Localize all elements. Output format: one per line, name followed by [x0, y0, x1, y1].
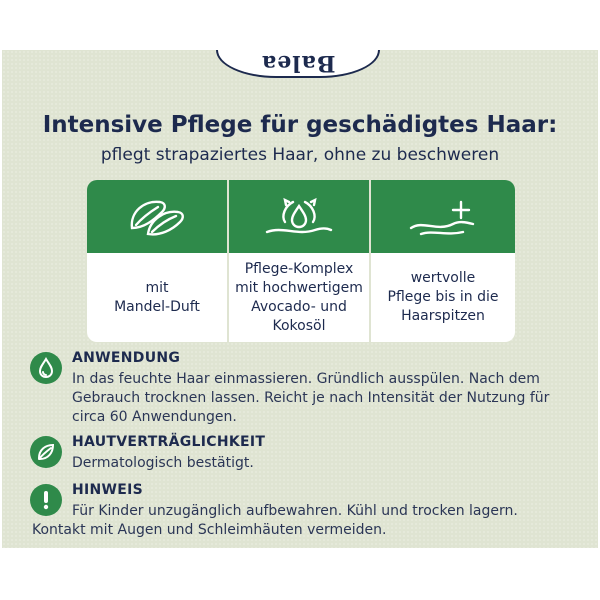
hinweis-heading: HINWEIS: [72, 482, 144, 498]
drop-icon: [30, 352, 62, 384]
oil-drop-icon: [259, 192, 339, 242]
anwendung-text-3: circa 60 Anwendungen.: [72, 409, 237, 425]
exclamation-icon: [30, 484, 62, 516]
hinweis-text-1: Für Kinder unzugänglich aufbewahren. Kühl und trocken lagern.: [72, 503, 518, 519]
hinweis-text-2: Kontakt mit Augen und Schleimhäuten vermeiden.: [32, 522, 387, 538]
feature-oil-line4: Kokosöl: [272, 317, 326, 334]
feature-oil: [229, 180, 371, 342]
feature-tips-line1: wertvolle: [410, 270, 476, 286]
feature-oil-line2: mit hochwertigem: [235, 279, 363, 296]
almond-icon: [122, 192, 192, 242]
anwendung-text-2: Gebrauch trocknen lassen. Reicht je nach Intensität der Nutzung für: [72, 390, 550, 406]
headline: Intensive Pflege für geschädigtes Haar:: [42, 112, 558, 138]
feature-almond: [87, 180, 229, 342]
anwendung-heading: ANWENDUNG: [72, 350, 181, 366]
haut-text: Dermatologisch bestätigt.: [72, 455, 254, 471]
subheadline: pflegt strapaziertes Haar, ohne zu beschweren: [100, 145, 500, 165]
section-hautvertraeglichkeit: [30, 434, 590, 474]
feature-almond-line1: mit: [145, 279, 169, 296]
plus-wave-icon: [403, 192, 483, 242]
feature-grid: [87, 180, 515, 342]
leaf-icon: [30, 436, 62, 468]
feature-tips: [371, 180, 515, 342]
anwendung-text-1: In das feuchte Haar einmassieren. Gründlich ausspülen. Nach dem: [72, 371, 540, 387]
brand-logo-text: Balea: [260, 50, 336, 76]
section-hinweis: [30, 482, 590, 542]
feature-tips-line2: Pflege bis in die: [387, 289, 499, 305]
section-anwendung: [30, 350, 590, 430]
feature-almond-line2: Mandel-Duft: [114, 298, 200, 315]
feature-oil-line1: Pflege-Komplex: [244, 260, 354, 277]
feature-oil-line3: Avocado- und: [251, 298, 347, 315]
feature-tips-line3: Haarspitzen: [401, 308, 485, 324]
haut-heading: HAUTVERTRÄGLICHKEIT: [72, 434, 266, 450]
